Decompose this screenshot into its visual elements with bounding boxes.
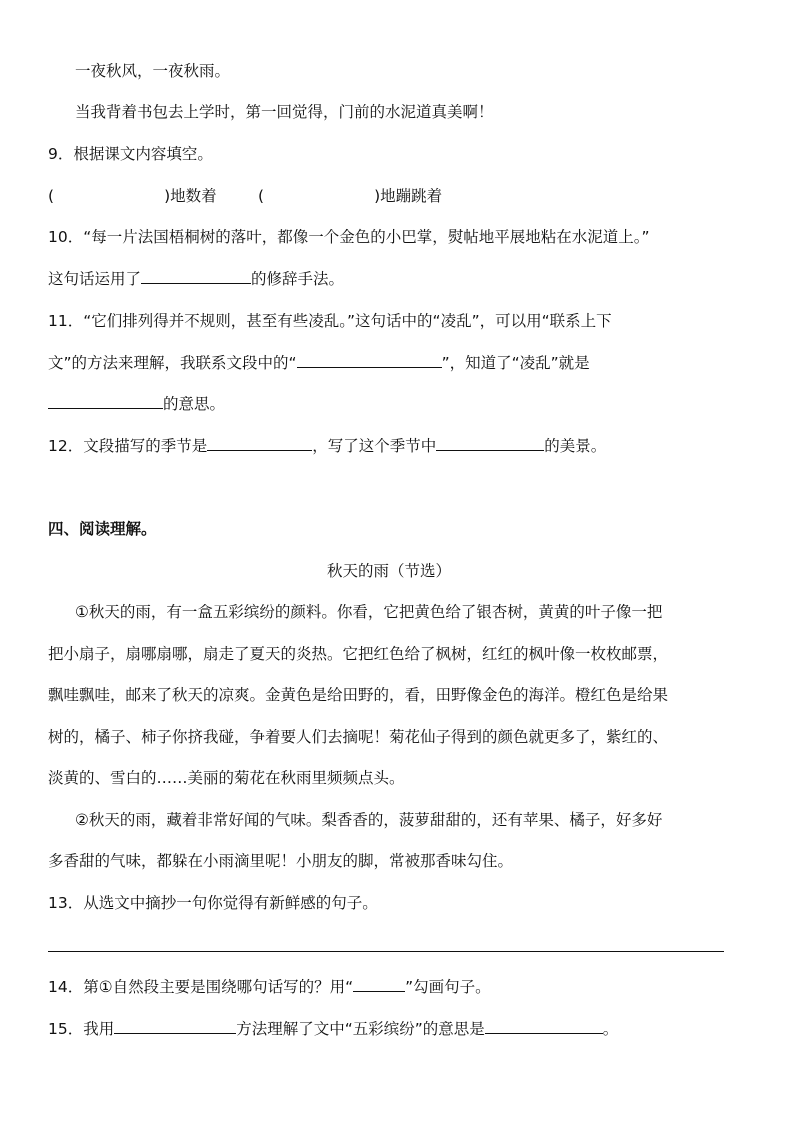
answer-line[interactable] <box>48 951 724 952</box>
answer-suffix: )地数着 <box>164 187 217 205</box>
question-15 <box>48 1018 618 1040</box>
question-9-blank-2[interactable] <box>258 185 442 207</box>
answer-blank[interactable] <box>485 1019 603 1034</box>
q15-suffix: 。 <box>602 1020 619 1038</box>
para1-line-1: ①秋天的雨，有一盒五彩缤纷的颜料。你看，它把黄色给了银杏树，黄黄的叶子像一把 <box>75 603 663 621</box>
question-14 <box>48 976 491 998</box>
section-heading: 四、阅读理解。 <box>48 520 157 538</box>
question-10-line-1: 10．“每一片法国梧桐树的落叶，都像一个金色的小巴掌，熨帖地平展地粘在水泥道上。” <box>48 228 650 246</box>
answer-suffix: )地蹦跳着 <box>374 187 443 205</box>
passage-line-1: 一夜秋风，一夜秋雨。 <box>75 62 231 80</box>
answer-blank[interactable] <box>436 436 544 451</box>
passage-title: 秋天的雨（节选） <box>327 562 452 580</box>
question-13-label: 13．从选文中摘抄一句你觉得有新鲜感的句子。 <box>48 894 378 912</box>
q14-suffix: ”勾画句子。 <box>405 978 491 996</box>
question-11-line-2 <box>48 352 590 374</box>
q12-suffix: 的美景。 <box>544 437 607 455</box>
q10-suffix: 的修辞手法。 <box>251 270 345 288</box>
answer-blank[interactable] <box>114 1019 236 1034</box>
passage-line-2: 当我背着书包去上学时，第一回觉得，门前的水泥道真美啊！ <box>75 103 494 121</box>
para1-line-4: 树的，橘子、柿子你挤我碰，争着要人们去摘呢！菊花仙子得到的颜色就更多了，紫红的、 <box>48 728 669 746</box>
question-12 <box>48 435 606 457</box>
para2-line-1: ②秋天的雨，藏着非常好闻的气味。梨香香的，菠萝甜甜的，还有苹果、橘子，好多好 <box>75 811 663 829</box>
answer-blank[interactable] <box>48 394 163 409</box>
q11-suffix: ”，知道了“凌乱”就是 <box>441 354 590 372</box>
question-9-blank-1[interactable] <box>48 185 217 207</box>
para2-line-2: 多香甜的气味，都躲在小雨滴里呢！小朋友的脚，常被那香味勾住。 <box>48 852 514 870</box>
question-11-line-3 <box>48 393 225 415</box>
q11-prefix: 文”的方法来理解，我联系文段中的“ <box>48 354 297 372</box>
q14-prefix: 14．第①自然段主要是围绕哪句话写的？用“ <box>48 978 354 996</box>
question-10-line-2 <box>48 268 344 290</box>
answer-blank[interactable] <box>141 269 251 284</box>
para1-line-3: 飘哇飘哇，邮来了秋天的凉爽。金黄色是给田野的，看，田野像金色的海洋。橙红色是给果 <box>48 686 669 704</box>
para1-line-5: 淡黄的、雪白的……美丽的菊花在秋雨里频频点头。 <box>48 769 405 787</box>
q12-middle: ，写了这个季节中 <box>312 437 437 455</box>
answer-blank[interactable] <box>297 353 442 368</box>
q10-prefix: 这句话运用了 <box>48 270 142 288</box>
underline-sample <box>353 977 405 992</box>
paren-open: ( <box>48 187 55 205</box>
q12-prefix: 12．文段描写的季节是 <box>48 437 208 455</box>
q15-middle: 方法理解了文中“五彩缤纷”的意思是 <box>236 1020 485 1038</box>
question-11-line-1: 11．“它们排列得并不规则，甚至有些凌乱。”这句话中的“凌乱”，可以用“联系上下 <box>48 312 612 330</box>
para1-line-2: 把小扇子，扇哪扇哪，扇走了夏天的炎热。它把红色给了枫树，红红的枫叶像一枚枚邮票， <box>48 645 669 663</box>
answer-blank[interactable] <box>207 436 312 451</box>
q11-tail: 的意思。 <box>163 395 226 413</box>
q15-prefix: 15．我用 <box>48 1020 115 1038</box>
paren-open: ( <box>258 187 265 205</box>
question-9-label: 9．根据课文内容填空。 <box>48 145 213 163</box>
